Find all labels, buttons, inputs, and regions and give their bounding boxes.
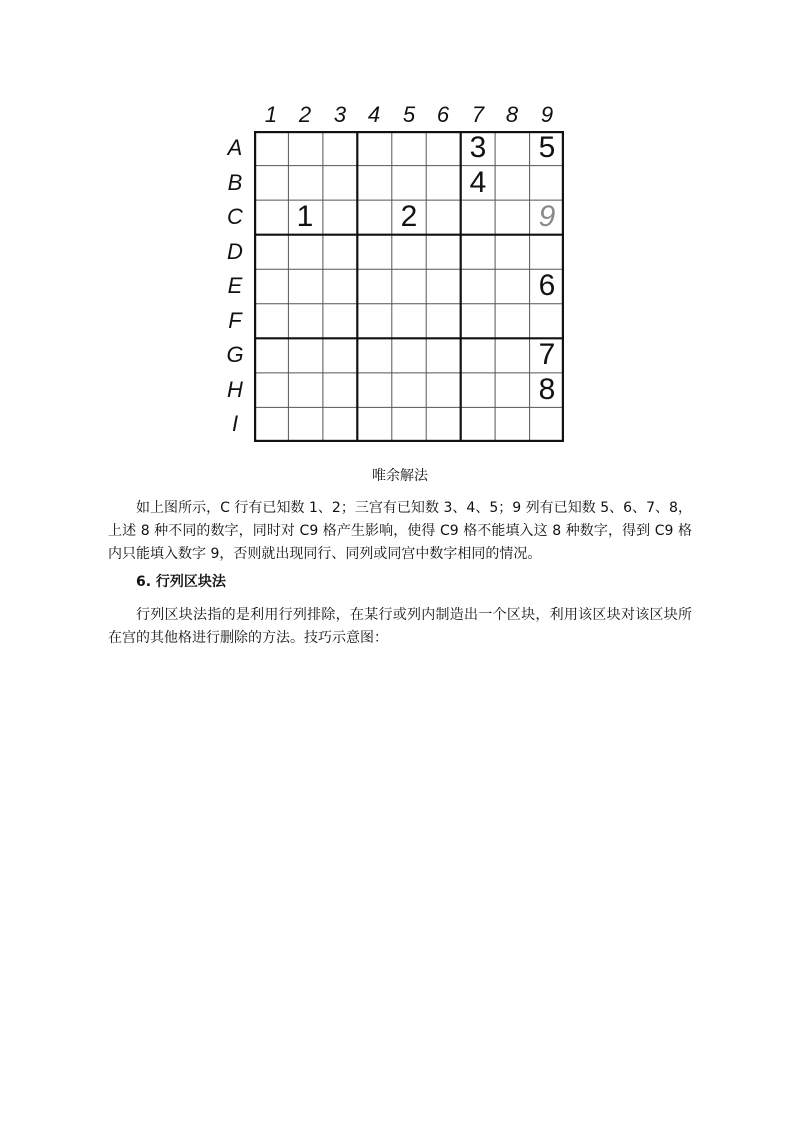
row-label: A (227, 135, 243, 160)
column-label: 4 (367, 102, 381, 127)
given-digit-A9: 5 (538, 131, 556, 164)
solved-digit-C9: 9 (538, 200, 556, 233)
row-label: I (231, 411, 239, 436)
column-label: 7 (471, 102, 485, 127)
given-digit-C2: 1 (296, 200, 314, 233)
given-digit-A7: 3 (469, 131, 487, 164)
column-label: 5 (402, 102, 416, 127)
row-label: H (227, 377, 243, 402)
column-label: 6 (436, 102, 450, 127)
column-label: 3 (333, 102, 347, 127)
column-label: 2 (298, 102, 312, 127)
given-digit-E9: 6 (538, 269, 556, 302)
row-label: G (226, 342, 244, 367)
column-label: 8 (505, 102, 519, 127)
column-label: 1 (264, 102, 278, 127)
row-label: B (227, 170, 243, 195)
row-label: D (227, 239, 243, 264)
sudoku-grid (254, 131, 564, 442)
paragraph: 行列区块法指的是利用行列排除，在某行或列内制造出一个区块，利用该区块对该区块所在宫的其他格进行删除的方法。技巧示意图： (108, 607, 692, 646)
row-label: F (228, 308, 242, 333)
given-digit-B7: 4 (469, 166, 487, 199)
figure-caption: 唯余解法 (372, 468, 428, 484)
grid-lines (254, 131, 564, 442)
given-digit-H9: 8 (538, 373, 556, 406)
column-label: 9 (540, 102, 554, 127)
sudoku-figure (218, 100, 578, 452)
row-label: C (227, 204, 243, 229)
given-digit-G9: 7 (538, 338, 556, 371)
given-digit-C5: 2 (400, 200, 418, 233)
paragraph: 如上图所示，C 行有已知数 1、2；三宫有已知数 3、4、5；9 列有已知数 5、6、7、8，上述 8 种不同的数字，同时对 C9 格产生影响，使得 C9 格不能填入这 8 种数字，得到 C9 格内只能填入数字 9，否则就出现同行、同列或同宫中数字相同的情况。 (108, 500, 692, 562)
section-heading: 6. 行列区块法 (136, 574, 226, 590)
row-label: E (227, 273, 243, 298)
